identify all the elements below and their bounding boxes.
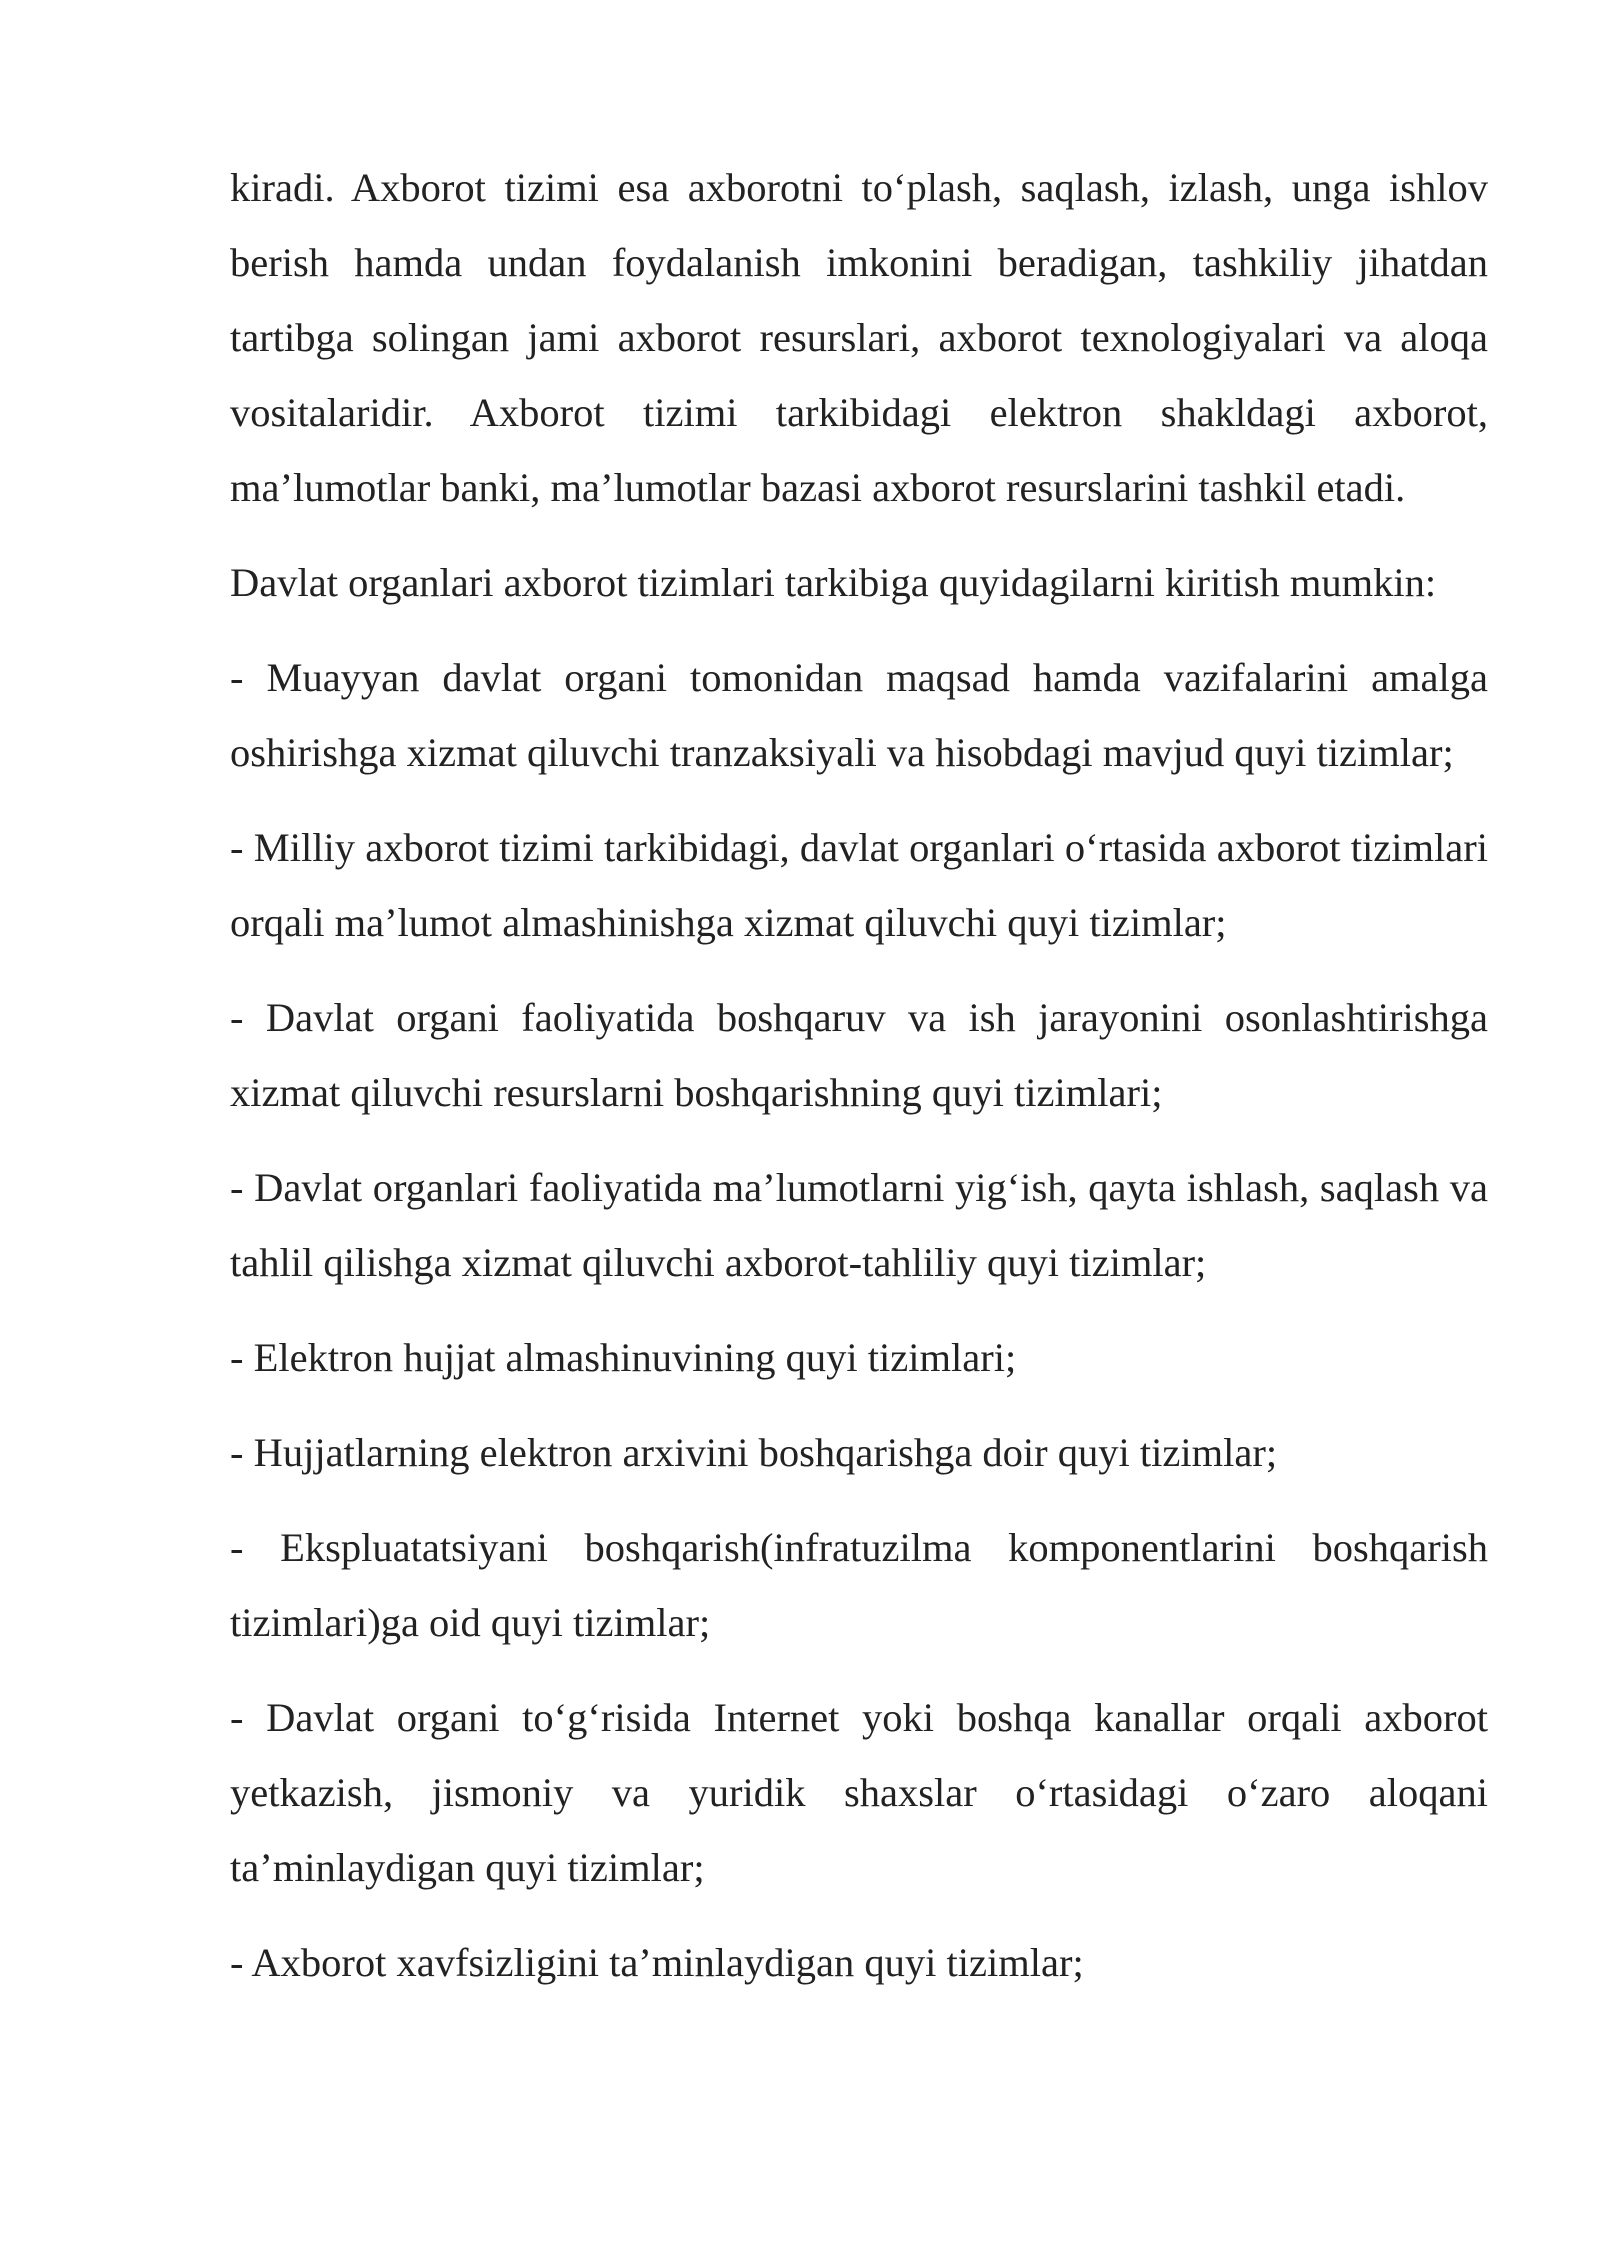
document-body <box>230 150 1488 2020</box>
list-item: - Milliy axborot tizimi tarkibidagi, davlat organlari o‘rtasida axborot tizimlari orqali ma’lumot almashinishga xizmat qiluvchi quyi tizimlar; <box>230 825 1488 945</box>
list-item: - Ekspluatatsiyani boshqarish(infratuzilma komponentlarini boshqarish tizimlari)ga oid quyi tizimlar; <box>230 1525 1488 1645</box>
list-item: - Davlat organi to‘g‘risida Internet yoki boshqa kanallar orqali axborot yetkazish, jismoniy va yuridik shaxslar o‘rtasidagi o‘zaro aloqani ta’minlaydigan quyi tizimlar; <box>230 1695 1488 1890</box>
list-item: - Hujjatlarning elektron arxivini boshqarishga doir quyi tizimlar; <box>230 1430 1278 1475</box>
list-item: - Axborot xavfsizligini ta’minlaydigan quyi tizimlar; <box>230 1940 1084 1985</box>
list-item: - Elektron hujjat almashinuvining quyi tizimlari; <box>230 1335 1017 1380</box>
list-item: - Davlat organi faoliyatida boshqaruv va ish jarayonini osonlashtirishga xizmat qiluvchi resurslarni boshqarishning quyi tizimlari; <box>230 995 1488 1115</box>
list-item: - Muayyan davlat organi tomonidan maqsad hamda vazifalarini amalga oshirishga xizmat qiluvchi tranzaksiyali va hisobdagi mavjud quyi tizimlar; <box>230 655 1488 775</box>
paragraph-intro: kiradi. Axborot tizimi esa axborotni to‘plash, saqlash, izlash, unga ishlov berish hamda undan foydalanish imkonini beradigan, tashkiliy jihatdan tartibga solingan jami axborot resurslari, axborot texnologiyalari va aloqa vositalaridir. Axborot tizimi tarkibidagi elektron shakldagi axborot, ma’lumotlar banki, ma’lumotlar bazasi axborot resurslarini tashkil etadi. <box>230 165 1488 510</box>
list-item: - Davlat organlari faoliyatida ma’lumotlarni yig‘ish, qayta ishlash, saqlash va tahlil qilishga xizmat qiluvchi axborot-tahliliy quyi tizimlar; <box>230 1165 1488 1285</box>
paragraph-lead-in: Davlat organlari axborot tizimlari tarkibiga quyidagilarni kiritish mumkin: <box>230 560 1437 605</box>
